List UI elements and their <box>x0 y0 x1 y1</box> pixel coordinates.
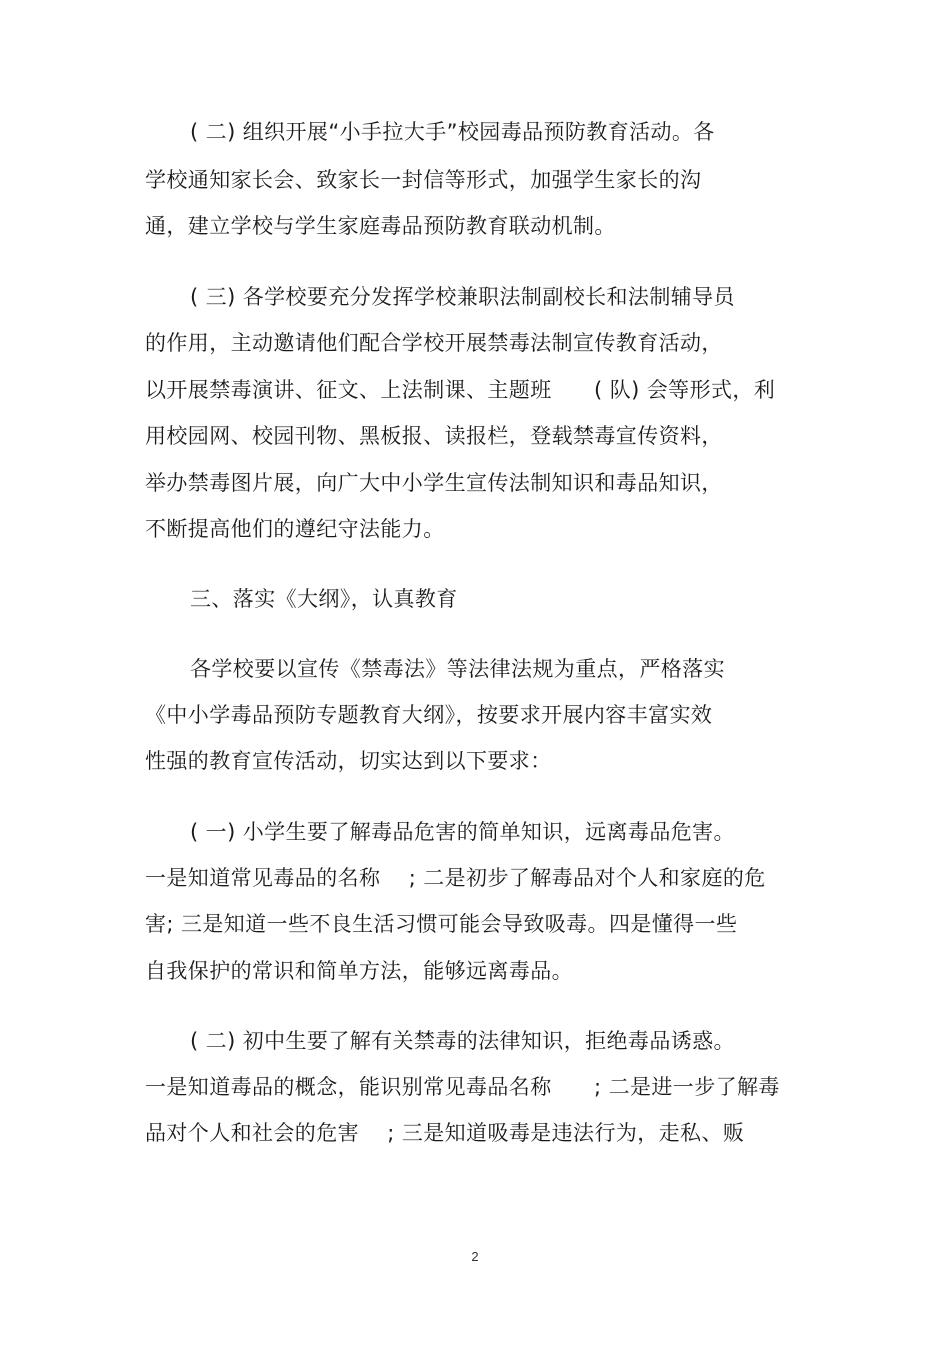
text-line: 害; 三是知道一些不良生活习惯可能会导致吸毒。四是懂得一些 <box>145 912 738 936</box>
text-line: 自我保护的常识和简单方法，能够远离毒品。 <box>145 959 573 983</box>
text-line: 性强的教育宣传活动，切实达到以下要求： <box>145 749 552 773</box>
text-line: 举办禁毒图片展，向广大中小学生宣传法制知识和毒品知识， <box>145 471 723 495</box>
text-line: 《中小学毒品预防专题教育大纲》，按要求开展内容丰富实效 <box>145 703 713 727</box>
text-line: ( 三) 各学校要充分发挥学校兼职法制副校长和法制辅导员 <box>190 285 735 309</box>
text-line: 一是知道常见毒品的名称 ; 二是初步了解毒品对个人和家庭的危 <box>145 866 766 890</box>
text-line: ( 二) 组织开展“小手拉大手”校园毒品预防教育活动。各 <box>190 120 715 144</box>
text-line: 通，建立学校与学生家庭毒品预防教育联动机制。 <box>145 214 616 238</box>
text-line: 一是知道毒品的概念，能识别常见毒品名称 ; 二是进一步了解毒 <box>145 1075 780 1099</box>
text-line: 的作用，主动邀请他们配合学校开展禁毒法制宣传教育活动， <box>145 331 723 355</box>
text-line: 以开展禁毒演讲、征文、上法制课、主题班 ( 队) 会等形式，利 <box>145 378 776 402</box>
text-line: ( 一) 小学生要了解毒品危害的简单知识，远离毒品危害。 <box>190 820 735 844</box>
text-line: 学校通知家长会、致家长一封信等形式，加强学生家长的沟 <box>145 168 702 192</box>
text-line: ( 二) 初中生要了解有关禁毒的法律知识，拒绝毒品诱惑。 <box>190 1029 735 1053</box>
section-heading: 三、落实《大纲》，认真教育 <box>190 587 458 611</box>
page-number: 2 <box>471 1249 479 1264</box>
text-line: 不断提高他们的遵纪守法能力。 <box>145 517 445 541</box>
text-line: 用校园网、校园刊物、黑板报、读报栏，登载禁毒宣传资料， <box>145 424 723 448</box>
text-line: 品对个人和社会的危害 ; 三是知道吸毒是违法行为，走私、贩 <box>145 1121 745 1145</box>
text-line: 各学校要以宣传《禁毒法》等法律法规为重点，严格落实 <box>190 657 725 681</box>
